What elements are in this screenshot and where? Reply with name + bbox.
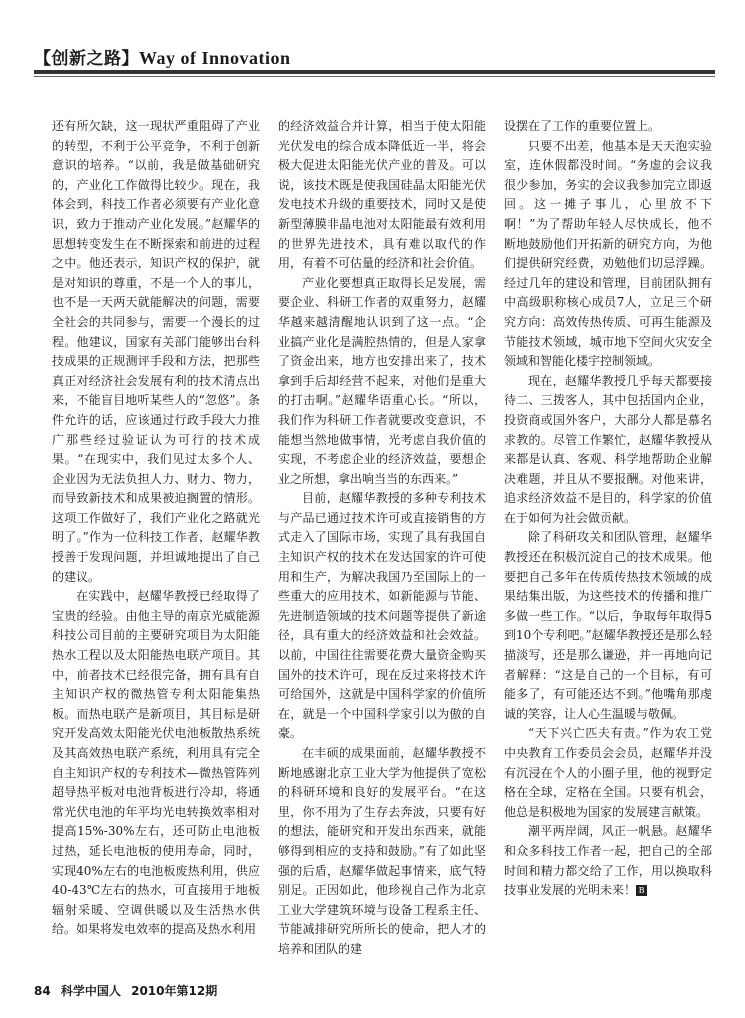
- paragraph: 还有所欠缺，这一现状严重阻碍了产业的转型，不利于公平竞争，不利于创新意识的培养。“以前，我是做基础研究的，产业化工作做得比较少。现在，我体会到，科技工作者必须要有产业化意识，致力于推动产业化发展。”赵耀华的思想转变发生在不断探索和前进的过程之中。他还表示，知识产权的保护，就是对知识的尊重，不是一个人的事儿，也不是一天两天就能解决的问题，需要全社会的共同参与，需要一个漫长的过程。他建议，国家有关部门能够出台科技成果的正规测评手段和方法，把那些真正对经济社会发展有利的技术清点出来，不能盲目地听某些人的“忽悠”。条件允许的话，应该通过行政手段大力推广那些经过验证认为可行的技术成果。“在现实中，我们见过太多个人、企业因为无法负担人力、财力、物力，而导致新技术和成果被迫搁置的情形。这项工作做好了，我们产业化之路就光明了。”作为一位科技工作者，赵耀华教授善于发现问题，并坦诚地提出了自己的建议。: [52, 119, 260, 584]
- paragraph: 只要不出差，他基本是天天泡实验室，连休假都没时间。“务虚的会议我很少参加，务实的会议我参加完立即返回。这一摊子事儿，心里放不下啊！”为了帮助年轻人尽快成长，他不断地鼓励他们开拓新的研究方向，为他们提供研究经费，劝勉他们切忌浮躁。经过几年的建设和管理，目前团队拥有中高级职称核心成员7人，立足三个研究方向：高效传热传质、可再生能源及节能技术领域，城市地下空间火灾安全领域和智能化楼宇控制领域。: [504, 138, 712, 369]
- section-title-cn: 【创新之路】: [34, 49, 139, 69]
- paragraph: 除了科研攻关和团队管理，赵耀华教授还在积极沉淀自己的技术成果。他要把自己多年在传质传热技术领域的成果结集出版，为这些技术的传播和推广多做一些工作。“以后，争取每年取得5到10个专利吧。”赵耀华教授还是那么轻描淡写，还是那么谦逊，并一再地向记者解释：“这是自己的一个目标，有可能多了，有可能还达不到。”他嘴角那虔诚的笑容，让人心生温暖与敬佩。: [504, 530, 712, 721]
- issue-label: 2010年第12期: [131, 984, 218, 998]
- paragraph: 在实践中，赵耀华教授已经取得了宝贵的经验。由他主导的南京光威能源科技公司目前的主要研究项目为太阳能热水工程以及太阳能热电联产项目。其中，前者技术已经很完备，拥有具有自主知识产权的微热管专利太阳能集热板。而热电联产是新项目，其目标是研究开发高效太阳能光伏电池板散热系统及其高效热电联产系统，利用具有完全自主知识产权的专利技术—微热管阵列超导热平板对电池背板进行冷却，将通常光伏电池的年平均光电转换效率相对提高15%-30%左右，还可防止电池板过热，延长电池板的使用寿命，同时，实现40%左右的电池板废热利用，供应40-43℃左右的热水，可直接用于地板辐射采暖、空调供暖以及生活热水供给。如果将发电效率的提高及热水利用: [52, 589, 260, 937]
- paragraph: 产业化要想真正取得长足发展，需要企业、科研工作者的双重努力，赵耀华越来越清醒地认识到了这一点。“企业搞产业化是满腔热情的，但是人家拿了资金出来，地方也安排出来了，技术拿到手后却经营不起来，对他们是重大的打击啊。”赵耀华语重心长。“所以，我们作为科研工作者就要改变意识，不能想当然地做事情，光考虑自我价值的实现，不考虑企业的经济效益，要想企业之所想，拿出响当当的东西来。”: [278, 275, 486, 486]
- page-footer: [34, 982, 223, 999]
- header-rule-thin: [34, 76, 715, 77]
- column-1: [52, 117, 260, 947]
- column-3: [504, 117, 712, 947]
- paragraph-last: [504, 822, 712, 900]
- paragraph: 设摆在了工作的重要位置上。: [504, 119, 661, 133]
- section-header: [34, 44, 291, 69]
- article-body: [52, 117, 714, 956]
- paragraph: 现在，赵耀华教授几乎每天都要接待二、三拨客人，其中包括国内企业，投资商或国外客户，大部分人都是慕名求教的。尽管工作繁忙，赵耀华教授从来都是认真、客观、科学地帮助企业解决难题，并且从不要报酬。对他来讲，追求经济效益不是目的，科学家的价值在于如何为社会做贡献。: [504, 373, 712, 525]
- paragraph: 的经济效益合并计算，相当于使太阳能光伏发电的综合成本降低近一半，将会极大促进太阳能光伏产业的普及。可以说，该技术既是使我国硅晶太阳能光伏发电技术升级的重要技术，同时又是使新型薄膜非晶电池对太阳能最有效利用的世界先进技术，具有难以取代的作用，有着不可估量的经济和社会价值。: [278, 119, 486, 271]
- section-title-en: Way of Innovation: [139, 48, 291, 68]
- paragraph: 在丰硕的成果面前，赵耀华教授不断地感谢北京工业大学为他提供了宽松的科研环境和良好的发展平台。“在这里，你不用为了生存去奔波，只要有好的想法，能研究和开发出东西来，就能够得到相应的支持和鼓励。”有了如此坚强的后盾，赵耀华做起事情来，底气特别足。正因如此，他珍视自己作为北京工业大学建筑环境与设备工程系主任、节能减排研究所所长的使命，把人才的培养和团队的建: [278, 746, 486, 956]
- paragraph: “天下兴亡匹夫有责。”作为农工党中央教育工作委员会会员，赵耀华并没有沉浸在个人的小圈子里，他的视野定格在全球，定格在全国。只要有机会，他总是积极地为国家的发展建言献策。: [504, 726, 712, 819]
- header-rule: [34, 70, 715, 74]
- column-2: [278, 117, 486, 956]
- paragraph-text: 潮平两岸阔，风正一帆悬。赵耀华和众多科技工作者一起，把自己的全部时间和精力都交给了工作，用以换取科技事业发展的光明未来！: [504, 824, 712, 898]
- magazine-name: 科学中国人: [60, 984, 121, 998]
- paragraph: 目前，赵耀华教授的多种专利技术与产品已通过技术许可或直接销售的方式走入了国际市场，实现了具有我国自主知识产权的技术在发达国家的许可使用和生产，为解决我国乃至国际上的一些重大的应用技术，如新能源与节能、先进制造领域的技术问题等提供了新途径，具有重大的经济效益和社会效益。以前，中国往往需要花费大量资金购买国外的技术许可，现在反过来将技术许可给国外，这就是中国科学家的价值所在，就是一个中国科学家引以为傲的自豪。: [278, 491, 486, 741]
- page-number: 84: [34, 984, 51, 998]
- end-mark-icon: B: [636, 885, 647, 896]
